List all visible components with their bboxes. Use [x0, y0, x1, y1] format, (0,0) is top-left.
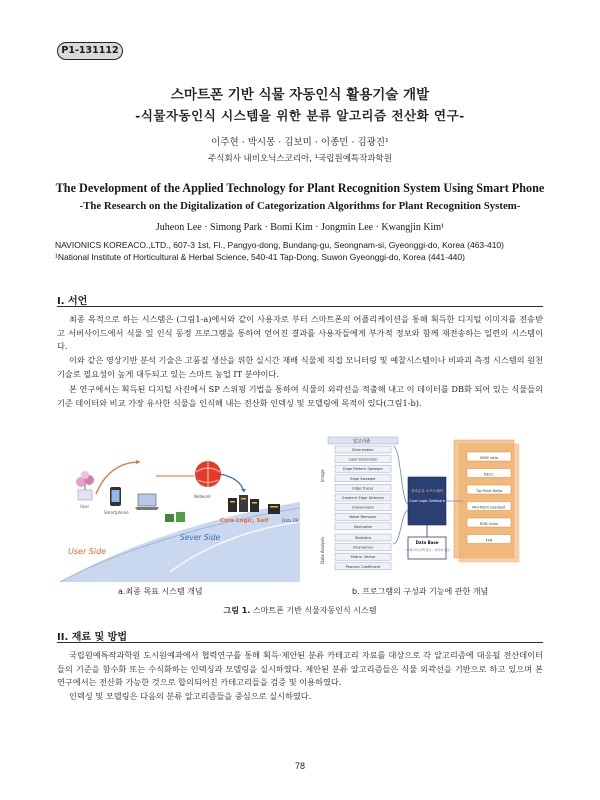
algorithm-item-label: Unevenness — [352, 505, 374, 510]
algorithm-list-analysis — [335, 534, 391, 570]
algorithm-list-image — [335, 446, 391, 530]
affiliation-korean: 주식회사 내비오닉스코리아, ¹국립원예특작과학원 — [208, 154, 392, 164]
feature-item-label: Mid-Point Gradient — [472, 505, 506, 510]
methods-paragraph-1: 국립원예특작과학원 도시원예과에서 협력연구를 통해 획득·제안된 분류 카테고리 자료를 대상으로 각 알고리즘에 대응될 전산데이터들의 기준을 함수화 또는 수식화하는 인덱싱과 모델링을 실시하였다. 제안된 분류 알고리즘들은 식물 외곽선을 기반으로 하고 있으며 본 연구에서는 전산화 가능한 것으로 합의되어진 카테고리들을 검증 및 이용하였다. — [57, 650, 543, 687]
section-heading-methods: II. 재료 및 방법 — [57, 632, 127, 643]
figure-1a-system-concept — [60, 432, 300, 582]
database-sub-label: - 카테고리 인덱 정보 - 이미지 정보 — [404, 548, 450, 552]
figure-1a-caption: a.최종 목표 시스템 개념 — [118, 587, 203, 596]
algorithm-item-label: Gradient Edge Detector — [341, 496, 385, 500]
smartphone-label: Smartphone — [104, 510, 129, 515]
user-label: User — [80, 504, 90, 509]
analysis-item-label: Matrix, Vector — [350, 555, 376, 560]
user-side-label: User Side — [68, 547, 107, 556]
methods-paragraph-2: 인덱싱 및 모델링은 다음의 분류 알고리즘들을 중심으로 실시하였다. — [69, 691, 312, 701]
feature-item-label: RGB Color — [479, 522, 499, 526]
core-logic-label: Core Logic, Self — [220, 518, 269, 524]
algorithm-item-label: Color Extraction — [348, 457, 378, 462]
core-software-ko: 결과분류 소프트웨어 — [410, 489, 444, 493]
feature-item-label: NOM ratio — [479, 456, 499, 460]
algorithm-item-label: Normalize — [353, 524, 373, 529]
subtitle-english: -The Research on the Digitalization of Categorization Algorithms for Plant Recognition System- — [79, 200, 521, 212]
network-label: Network — [194, 494, 211, 499]
figure-1-caption-label: 그림 1. — [223, 606, 251, 615]
image-axis-label: Image — [320, 469, 325, 482]
authors-english: Juheon Lee · Simong Park · Bomi Kim · Jongmin Lee · Kwangjin Kim¹ — [155, 222, 445, 233]
analysis-item-label: Polynomial — [353, 545, 373, 550]
figure-1b-program-structure — [313, 432, 545, 582]
affiliation-english-2: ¹National Institute of Horticultural & Herbal Science, 540-41 Tap-Dong, Suwon Gyeonggi-do, Korea (441-440) — [55, 252, 465, 262]
page-number: 78 — [294, 761, 305, 771]
subtitle-korean: -식물자동인식 시스템을 위한 분류 알고리즘 전산화 연구- — [135, 108, 465, 123]
algorithm-item-label: Edge Pattern Sweeper — [343, 467, 383, 472]
feature-item-label: Tip Point Delta — [475, 489, 503, 493]
core-software-label: Core Logic Software — [409, 499, 445, 503]
title-korean: 스마트폰 기반 식물 자동인식 활용기술 개발 — [170, 87, 430, 103]
section-divider — [57, 306, 543, 307]
affiliation-english-1: NAVIONICS KOREACO.,LTD., 607-3 1st, Fl., Pangyo-dong, Bundang-gu, Seongnam-si, Gyeonggi-do, Korea (463-410) — [55, 240, 504, 250]
authors-korean: 이주현 · 박시몽 · 김보미 · 이종민 · 김광진¹ — [211, 137, 389, 148]
intro-paragraph-2: 이와 같은 영상기반 분석 기술은 고품질 생산을 위한 실시간 재배 식물체 직접 모니터링 및 예찰시스템이나 비파괴 측정 시스템의 원천기술로 필요성이 높게 대두되고 있는 스마트 농업 IT 분야이다. — [57, 355, 543, 379]
algorithm-header: 알고리즘 — [353, 439, 371, 445]
feature-item-label: FFB — [485, 538, 493, 543]
database-label: Data Base — [415, 540, 439, 545]
figure-1-caption — [0, 605, 600, 616]
algorithm-item-label: Noise Remover — [349, 515, 377, 520]
figure-1-caption-text: 스마트폰 기반 식물자동인식 시스템 — [250, 606, 377, 615]
intro-paragraph-1: 최종 목적으로 하는 시스템은 (그림1-a)에서와 같이 사용자로 부터 스마트폰의 어플리케이션을 통해 획득한 디지털 이미지를 전송받고 서버사이드에서 식물 잎 인식 동정 프로그램을 통하여 얻어진 결과를 사용자들에게 부가적 정보와 함께 재전송하는 일련의 시스템이다. — [57, 314, 543, 351]
intro-paragraph-3: 본 연구에서는 획득된 디지털 사진에서 SP 스위핑 기법을 통하여 식물의 외곽선을 적출해 내고 이 데이터를 DB화 되어 있는 식물들의 기준 데이터와 비교 가장 유사한 식물을 인식해 내는 전산화 인덱싱 및 모델링에 목적이 있다(그림1-b). — [57, 384, 543, 408]
algorithm-item-label: Binarization — [352, 448, 374, 452]
section-heading-intro: I. 서언 — [57, 296, 88, 307]
analysis-item-label: Pearson Coefficient — [345, 564, 381, 569]
data-db-label: Data DB — [282, 518, 299, 523]
paper-id-badge: P1-131112 — [57, 42, 123, 60]
algorithm-item-label: Edge Sweeper — [350, 476, 376, 481]
analysis-item-label: Statistics — [354, 536, 372, 540]
section-divider-2 — [57, 642, 543, 643]
figure-1b-caption: b. 프로그램의 구성과 기능에 관한 개념 — [352, 587, 489, 596]
title-english: The Development of the Applied Technology for Plant Recognition System Using Smart Phone — [55, 181, 545, 195]
feature-item-label: RECC — [484, 472, 494, 477]
algorithm-item-label: Edge Tracer — [352, 486, 374, 491]
server-side-label: Sever Side — [180, 533, 221, 542]
data-analysis-axis-label: Data Analysis — [320, 536, 325, 564]
